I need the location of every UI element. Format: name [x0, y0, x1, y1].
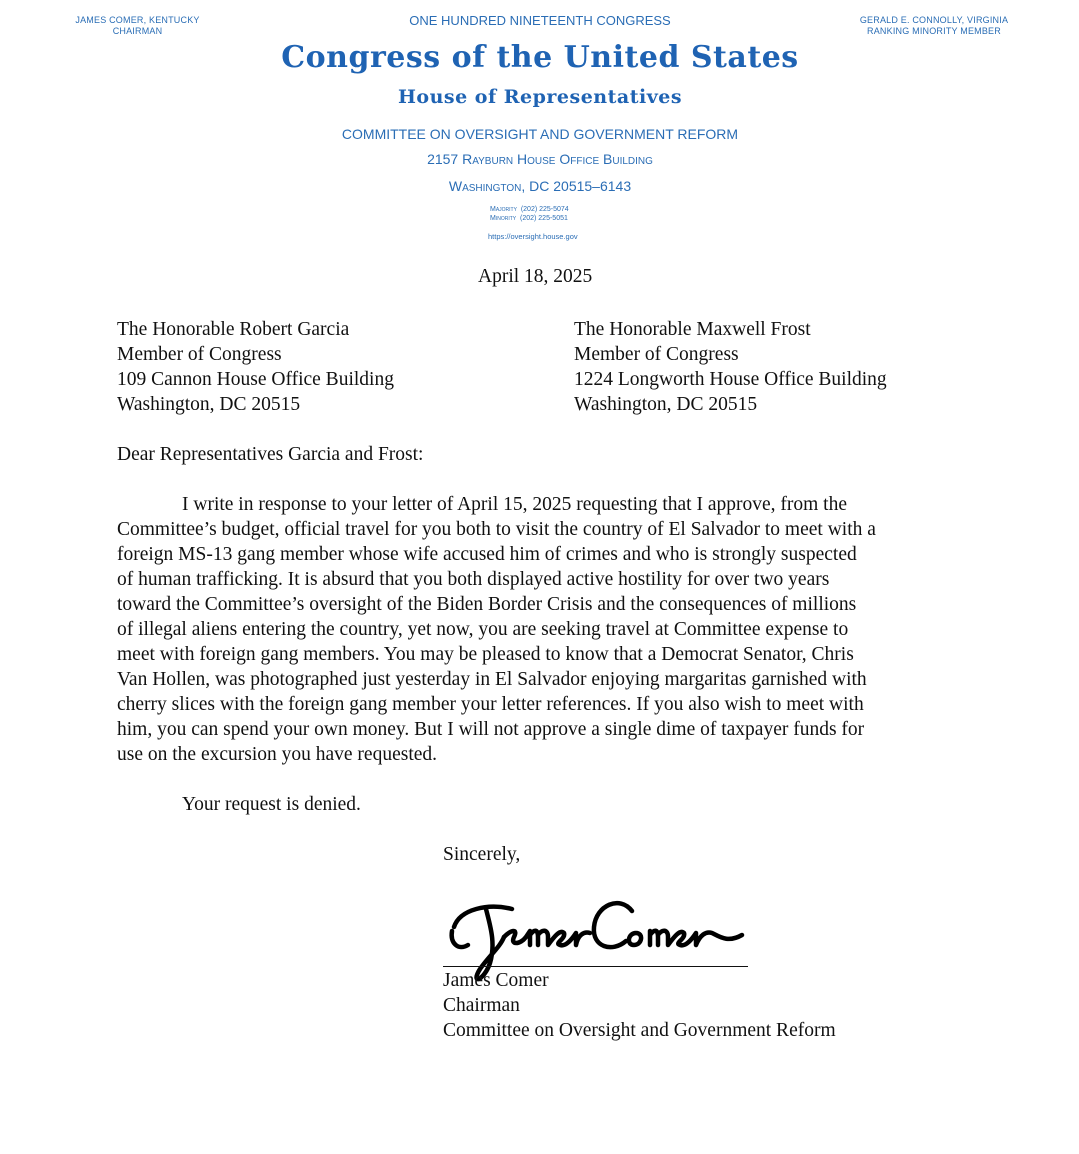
body-line: toward the Committee’s oversight of the Biden Border Crisis and the consequences of millions — [117, 594, 857, 615]
committee-name: COMMITTEE ON OVERSIGHT AND GOVERNMENT REFORM — [341, 126, 739, 142]
recipient-left — [117, 317, 537, 417]
signer-title: Chairman — [443, 995, 520, 1016]
body-paragraph — [117, 492, 977, 767]
recipient-right-name: The Honorable Maxwell Frost — [574, 319, 811, 340]
recipient-right-role: Member of Congress — [574, 344, 739, 365]
denial-statement: Your request is denied. — [182, 794, 361, 815]
signer-name: James Comer — [443, 970, 549, 991]
salutation: Dear Representatives Garcia and Frost: — [117, 444, 424, 465]
recipient-right-office: 1224 Longworth House Office Building — [574, 369, 887, 390]
chairman-title: CHAIRMAN — [112, 26, 163, 36]
recipient-left-city: Washington, DC 20515 — [117, 394, 301, 415]
body-line: Committee’s budget, official travel for you both to visit the country of El Salvador to meet with a — [117, 519, 876, 540]
minority-phone: Minority (202) 225-5051 — [490, 215, 568, 222]
chairman-header — [60, 15, 215, 37]
body-line: cherry slices with the foreign gang member your letter references. If you also wish to meet with — [117, 694, 864, 715]
website-link[interactable]: https://oversight.house.gov — [488, 232, 578, 241]
office-address: 2157 Rayburn House Office Building — [427, 151, 653, 167]
ranking-member-name: GERALD E. CONNOLLY, VIRGINIA — [859, 15, 1009, 25]
recipient-right — [574, 317, 994, 417]
body-line: of illegal aliens entering the country, yet now, you are seeking travel at Committee expense to — [117, 619, 849, 640]
body-line: I write in response to your letter of April 15, 2025 requesting that I approve, from the — [182, 494, 847, 515]
chairman-name: JAMES COMER, KENTUCKY — [75, 15, 200, 25]
closing: Sincerely, — [443, 844, 521, 865]
body-line: meet with foreign gang members. You may be pleased to know that a Democrat Senator, Chris — [117, 644, 854, 665]
body-line: Van Hollen, was photographed just yesterday in El Salvador enjoying margaritas garnished with — [117, 669, 867, 690]
ranking-member-header — [845, 15, 1023, 37]
recipient-left-name: The Honorable Robert Garcia — [117, 319, 350, 340]
signer-committee: Committee on Oversight and Government Reform — [443, 1020, 836, 1041]
recipient-right-city: Washington, DC 20515 — [574, 394, 758, 415]
congress-number: ONE HUNDRED NINETEENTH CONGRESS — [409, 13, 671, 28]
body-line: foreign MS-13 gang member whose wife accused him of crimes and who is strongly suspected — [117, 544, 857, 565]
phone-numbers — [490, 205, 610, 223]
body-line: him, you can spend your own money. But I will not approve a single dime of taxpayer funds for — [117, 719, 865, 740]
majority-phone: Majority (202) 225-5074 — [490, 206, 569, 213]
recipient-left-office: 109 Cannon House Office Building — [117, 369, 394, 390]
signature-line — [443, 966, 748, 967]
letter-date: April 18, 2025 — [478, 266, 593, 287]
body-line: of human trafficking. It is absurd that you both displayed active hostility for over two years — [117, 569, 830, 590]
body-line: use on the excursion you have requested. — [117, 744, 438, 765]
letterhead-subtitle: House of Representatives — [397, 86, 683, 108]
signer-block — [443, 968, 963, 1043]
office-city: Washington, DC 20515–6143 — [448, 178, 632, 194]
letterhead-title: Congress of the United States — [281, 40, 799, 75]
ranking-member-title: RANKING MINORITY MEMBER — [867, 26, 1001, 36]
recipient-left-role: Member of Congress — [117, 344, 282, 365]
